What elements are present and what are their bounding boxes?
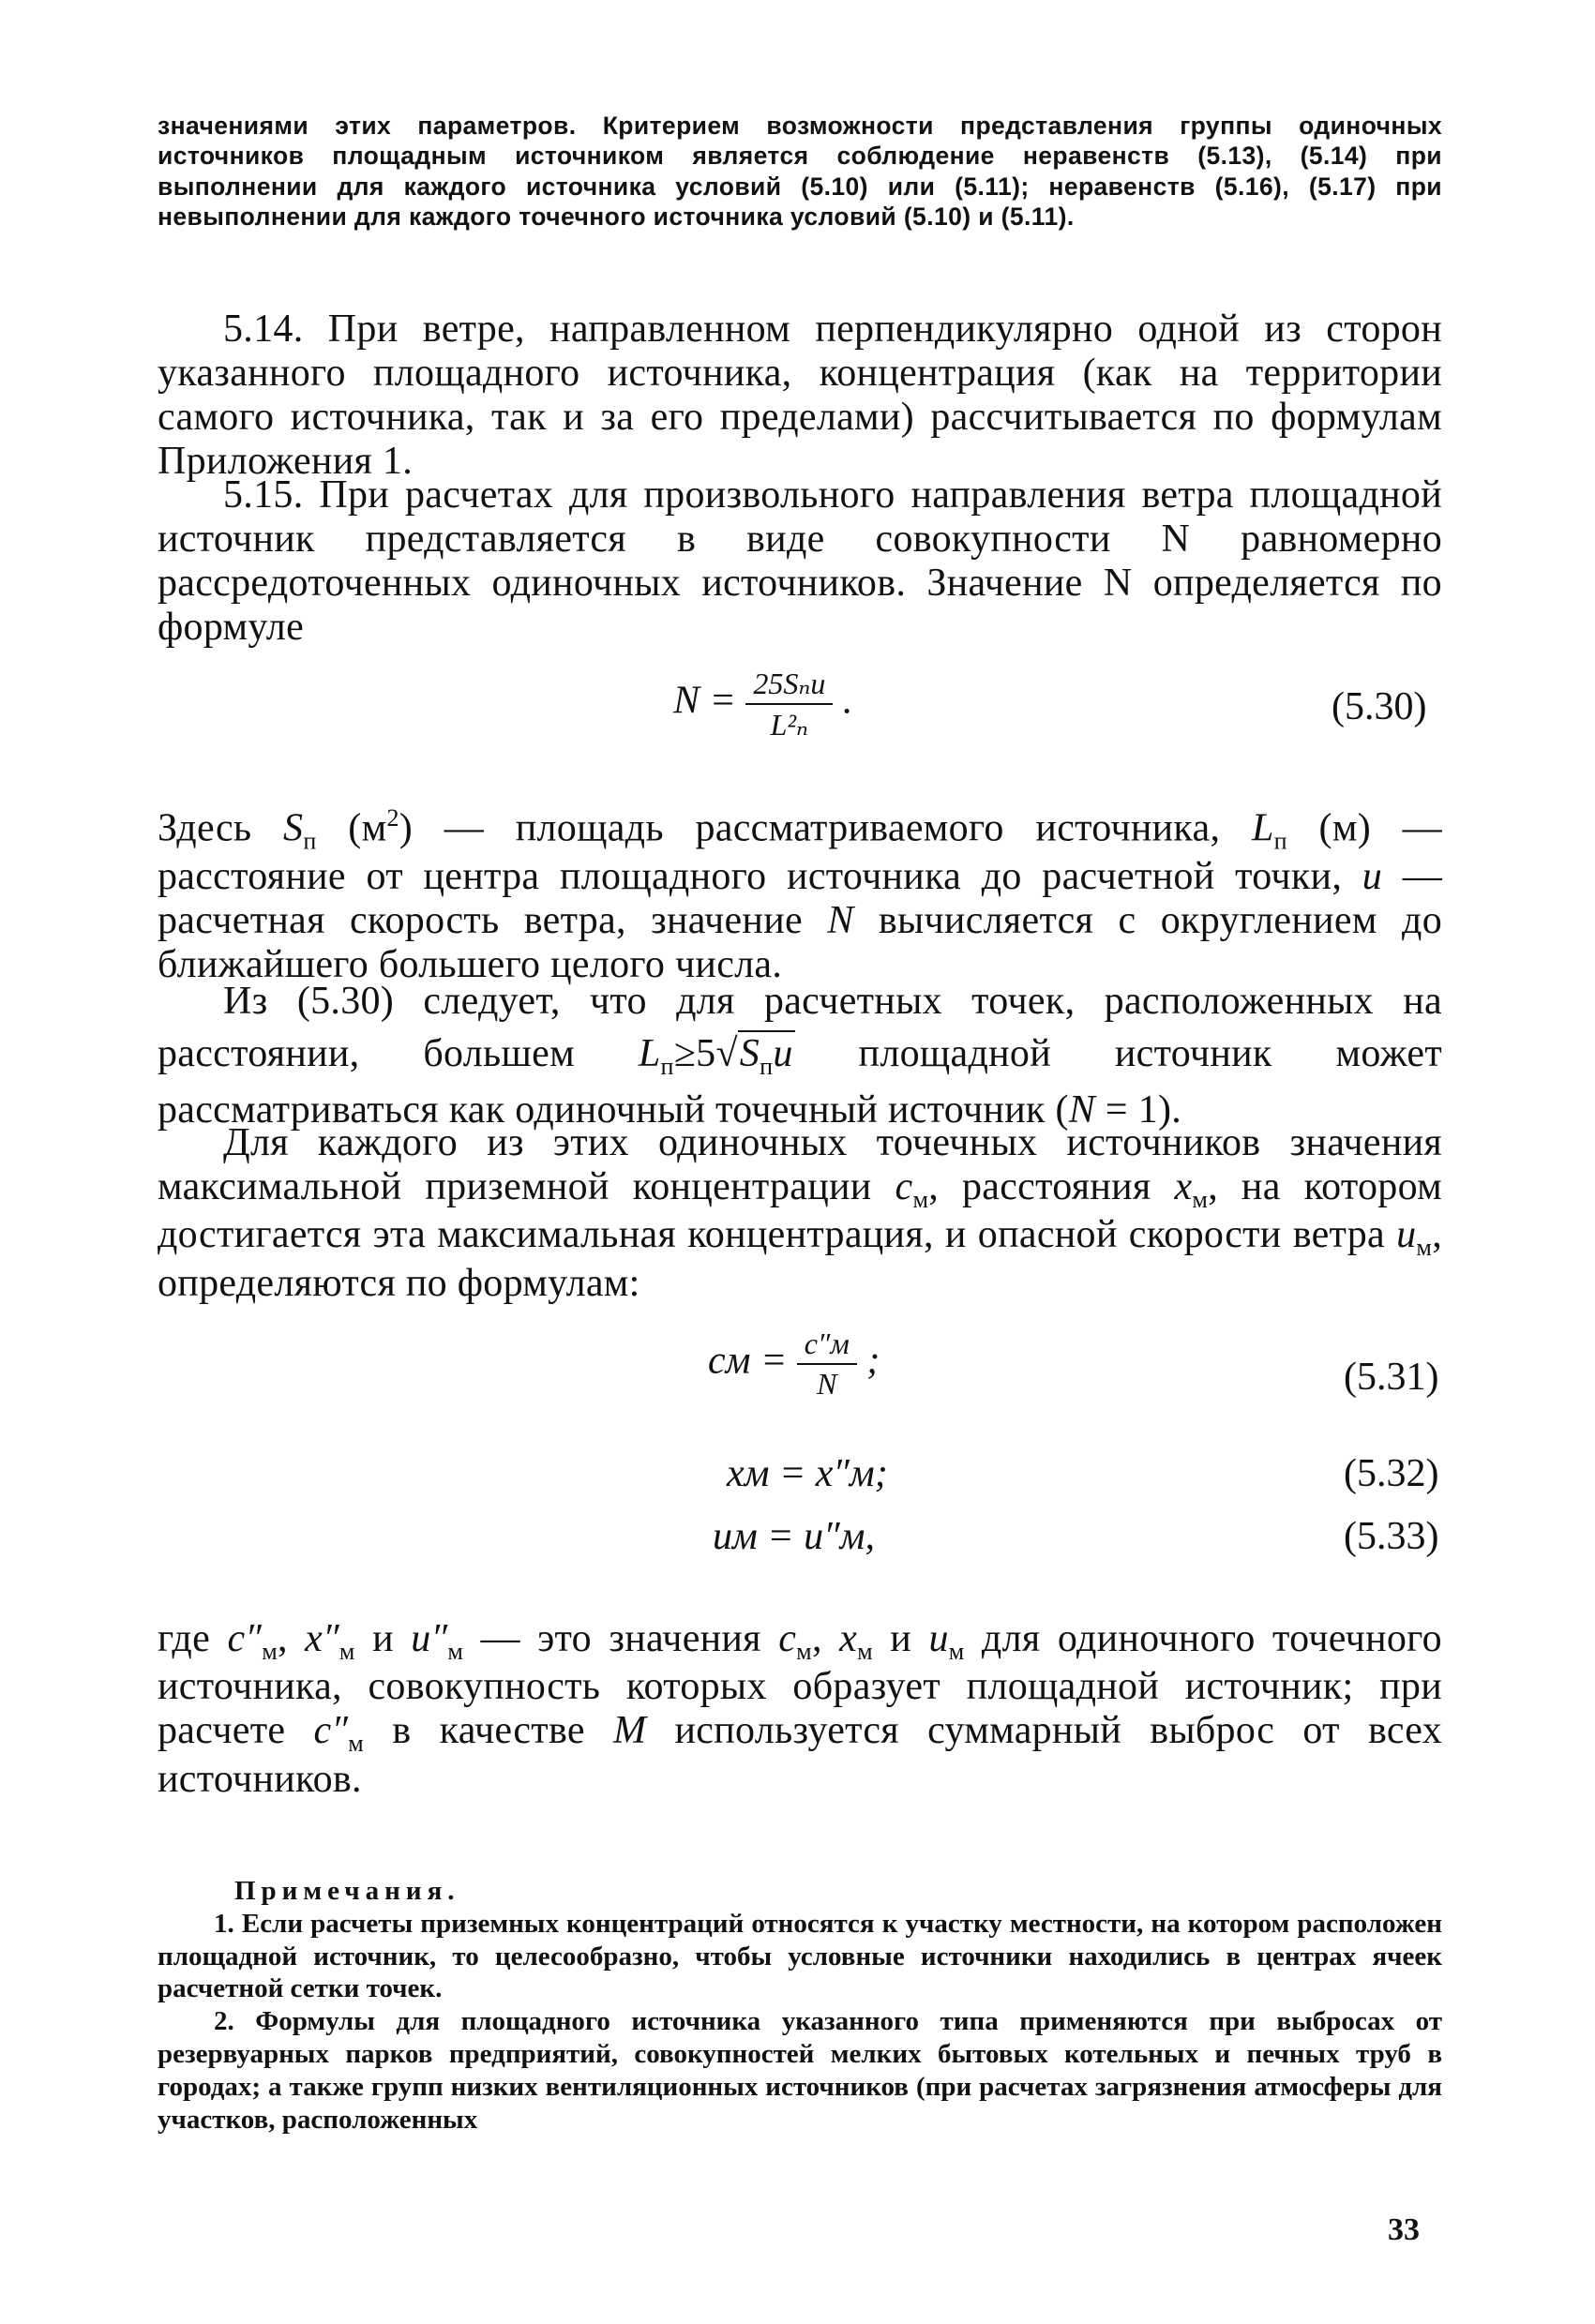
- gde-text-4: — это значения: [463, 1617, 779, 1660]
- paragraph-dlya: [158, 1121, 1442, 1306]
- gde-symbol-c3-sub: м: [348, 1730, 365, 1758]
- note-2: 2. Формулы для площадного источника указанного типа применяются при выбросах от резервуарных парков предприятий, совокупностей мелких бытовых котельных и печных труб в городах; а также групп низких вентиляционных источников (при расчетах загрязнения атмосферы для участков, расположенных: [158, 2006, 1442, 2135]
- symbol-s-sub: п: [303, 827, 317, 855]
- dlya-symbol-x: x: [1174, 1165, 1193, 1209]
- equation-5-32-number: (5.32): [1344, 1452, 1439, 1495]
- unit-sup: 2: [386, 804, 399, 832]
- equation-5-31-number: (5.31): [1344, 1356, 1439, 1399]
- eq-5-30-lhs: N =: [673, 679, 736, 723]
- zdes-text-4: (м) — расстояние от центра площадного источника до расчетной точки,: [158, 806, 1442, 898]
- gde-symbol-m: M: [613, 1709, 647, 1753]
- gde-text-8: в качестве: [364, 1709, 613, 1753]
- gde-symbol-c3: c″: [313, 1709, 349, 1753]
- eq-5-31-fraction: [797, 1327, 857, 1402]
- paragraph-gde: [158, 1617, 1442, 1802]
- dlya-text-4: , определяются по формулам:: [158, 1213, 1442, 1305]
- symbol-n: N: [827, 898, 854, 942]
- equation-5-33: uм = u″м,: [713, 1515, 875, 1558]
- iz-symbol-u: u: [773, 1032, 793, 1076]
- gde-symbol-x2: x: [839, 1617, 858, 1660]
- gde-symbol-c2-sub: м: [796, 1638, 812, 1666]
- eq-5-30-numerator: 25Sₙu: [745, 666, 833, 705]
- gde-symbol-x-sub: м: [339, 1638, 355, 1666]
- paragraph-iz: [158, 975, 1442, 1137]
- symbol-l: L: [1251, 806, 1274, 850]
- equation-5-30-number: (5.30): [1332, 685, 1427, 728]
- gde-symbol-x2-sub: м: [857, 1638, 873, 1666]
- iz-symbol-l: L: [638, 1032, 661, 1076]
- note-1: 1. Если расчеты приземных концентраций относятся к участку местности, на котором расположен площадной источник, то целесообразно, чтобы условные источники находились в центрах ячеек расчетной сетки точек.: [158, 1908, 1442, 2004]
- zdes-text-2: (м: [316, 806, 387, 850]
- gde-symbol-u-sub: м: [447, 1638, 464, 1666]
- eq-5-30-denominator: L²ₙ: [770, 708, 809, 742]
- dlya-text-2: , расстояния: [928, 1165, 1175, 1209]
- iz-ge: ≥5: [673, 1032, 716, 1076]
- gde-text-6: и: [872, 1617, 929, 1660]
- iz-symbol-s-sub: п: [760, 1053, 774, 1081]
- gde-symbol-c-sub: м: [262, 1638, 278, 1666]
- equation-5-31: [708, 1327, 880, 1402]
- page-number: 33: [1388, 2212, 1420, 2247]
- zdes-text-5: — расчетная скорость ветра, значение: [158, 854, 1442, 942]
- dlya-text-3: , на котором достигается эта максимальная концентрация, и опасной скорости ветра: [158, 1165, 1442, 1257]
- eq-5-31-tail: ;: [866, 1339, 880, 1383]
- zdes-text-6: вычисляется с округлением до ближайшего большего целого числа.: [158, 898, 1442, 986]
- gde-symbol-u2: u: [928, 1617, 949, 1660]
- equation-5-30: [673, 666, 852, 742]
- gde-text-5: ,: [811, 1617, 840, 1660]
- iz-radicand: [738, 1030, 795, 1081]
- equation-5-32: xм = x″м;: [727, 1452, 888, 1495]
- iz-symbol-l-sub: п: [660, 1053, 674, 1081]
- iz-text-1: Из (5.30) следует, что для расчетных точек, расположенных на расстоянии, большем: [158, 980, 1442, 1076]
- zdes-text-3: ) — площадь рассматриваемого источника,: [399, 806, 1252, 850]
- gde-symbol-c2: c: [778, 1617, 797, 1660]
- iz-text-3: = 1).: [1095, 1088, 1182, 1132]
- gde-text-3: и: [354, 1617, 412, 1660]
- eq-5-31-lhs: cм =: [708, 1339, 788, 1383]
- section-5-15: 5.15. При расчетах для произвольного направления ветра площадной источник представляется в виде совокупности N равномерно рассредоточенных одиночных источников. Значение N определяется по формуле: [158, 473, 1442, 650]
- symbol-s: S: [283, 806, 304, 850]
- gde-symbol-u2-sub: м: [948, 1638, 965, 1666]
- symbol-l-sub: п: [1273, 827, 1287, 855]
- gde-symbol-x: x″: [305, 1617, 339, 1660]
- eq-5-31-numerator: c″м: [797, 1327, 857, 1365]
- gde-text-1: где: [158, 1617, 228, 1660]
- symbol-u: u: [1362, 854, 1383, 898]
- dlya-symbol-x-sub: м: [1192, 1186, 1209, 1214]
- eq-5-31-denominator: N: [817, 1367, 837, 1401]
- iz-text-2: площадной источник может рассматриваться как одиночный точечный источник (: [158, 1032, 1443, 1132]
- gde-symbol-c: c″: [227, 1617, 263, 1660]
- eq-5-30-fraction: [745, 666, 833, 742]
- gde-symbol-u: u″: [411, 1617, 448, 1660]
- iz-symbol-n: N: [1068, 1088, 1096, 1132]
- sqrt-icon: √: [715, 1032, 738, 1076]
- equation-5-33-number: (5.33): [1344, 1515, 1439, 1558]
- dlya-symbol-u-sub: м: [1416, 1234, 1433, 1262]
- gde-text-9: используется суммарный выброс от всех источников.: [158, 1709, 1442, 1801]
- gde-text-7: для одиночного точечного источника, совокупность которых образует площадной источник; при расчете: [158, 1617, 1442, 1753]
- eq-5-30-tail: .: [842, 679, 853, 723]
- zdes-text-1: Здесь: [158, 806, 284, 850]
- dlya-symbol-c: c: [895, 1165, 913, 1209]
- paragraph-zdes: [158, 804, 1442, 987]
- dlya-text-1: Для каждого из этих одиночных точечных источников значения максимальной приземной концентрации: [158, 1121, 1442, 1209]
- dlya-symbol-u: u: [1396, 1213, 1417, 1257]
- iz-symbol-s: S: [739, 1032, 760, 1076]
- gde-text-2: ,: [277, 1617, 306, 1660]
- section-5-14: 5.14. При ветре, направленном перпендикулярно одной из сторон указанного площадного источника, концентрация (как на территории самого источника, так и за его пределами) рассчитывается по формулам Приложения 1.: [158, 307, 1442, 484]
- notes-section: [158, 1875, 1442, 2136]
- intro-paragraph: значениями этих параметров. Критерием возможности представления группы одиночных источников площадным источником является соблюдение неравенств (5.13), (5.14) при выполнении для каждого источника условий (5.10) или (5.11); неравенств (5.16), (5.17) при невыполнении для каждого точечного источника условий (5.10) и (5.11).: [158, 112, 1442, 231]
- notes-heading: Примечания.: [234, 1876, 460, 1906]
- dlya-symbol-c-sub: м: [912, 1186, 929, 1214]
